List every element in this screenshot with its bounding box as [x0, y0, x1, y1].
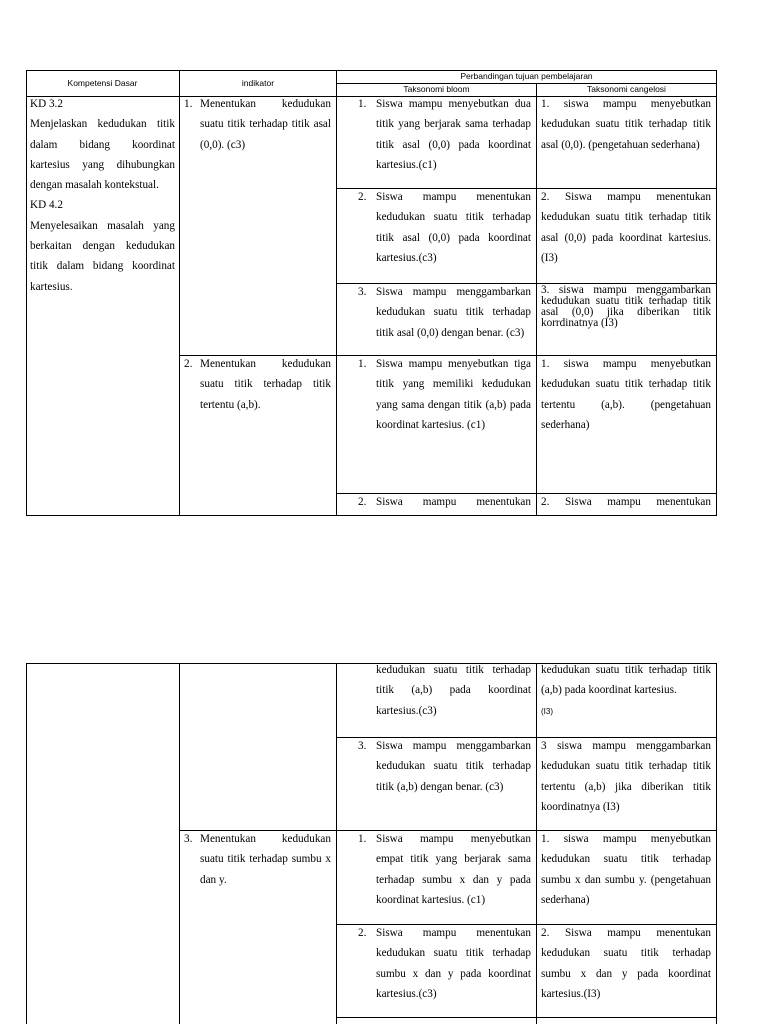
cangelosi-objective: 3 siswa mampu menggambarkan kedudukan suatu titik terhadap titik tertentu (a,b) jika diberikan titik koordinatnya (I3)	[541, 740, 711, 813]
bloom-objective: Siswa mampu menentukan	[376, 496, 531, 508]
row-divider	[336, 1017, 717, 1018]
column-divider-1	[179, 663, 180, 1024]
comparison-table-part-1	[26, 70, 717, 516]
bloom-objective: Siswa mampu menyebutkan empat titik yang berjarak sama terhadap sumbu x dan y pada koordinat kartesius. (c1)	[376, 833, 531, 906]
bloom-number: 3.	[358, 740, 367, 752]
cangelosi-objective: 2. Siswa mampu menentukan	[541, 496, 711, 508]
cangelosi-objective: 2. Siswa mampu menentukan kedudukan suatu titik terhadap titik asal (0,0) pada koordinat kartesius. (I3)	[541, 191, 711, 264]
bloom-number: 2.	[358, 191, 367, 203]
cangelosi-objective: 1. siswa mampu menyebutkan kedudukan suatu titik terhadap titik asal (0,0). (pengetahuan sederhana)	[541, 98, 711, 151]
table-border-right	[716, 70, 717, 516]
column-divider-2	[336, 70, 337, 516]
kd-cell	[30, 94, 175, 297]
indikator-text: Menentukan kedudukan suatu titik terhadap titik asal (0,0). (c3)	[200, 98, 331, 151]
bloom-number: 3.	[358, 286, 367, 298]
kd-description: Menyelesaikan masalah yang berkaitan dengan kedudukan titik dalam bidang koordinat kartesius.	[30, 219, 175, 293]
header-kompetensi-dasar: Kompetensi Dasar	[67, 78, 138, 88]
header-perbandingan: Perbandingan tujuan pembelajaran	[460, 71, 593, 81]
bloom-objective: Siswa mampu menyebutkan dua titik yang berjarak sama terhadap titik asal (0,0) pada koordinat kartesius.(c1)	[376, 98, 531, 171]
kd-code: KD 4.2	[30, 199, 63, 212]
column-divider-1	[179, 70, 180, 516]
table-border-left	[26, 70, 27, 516]
kd-code: KD 3.2	[30, 98, 63, 110]
cangelosi-objective	[541, 660, 711, 722]
kd-description: Menjelaskan kedudukan titik dalam bidang koordinat kartesius yang dihubungkan dengan masalah kontekstual.	[30, 118, 175, 192]
table-border-bottom	[26, 515, 717, 516]
cangelosi-level: (I3)	[541, 706, 553, 716]
bloom-objective: Siswa mampu menggambarkan kedudukan suatu titik terhadap titik asal (0,0) dengan benar. (c3)	[376, 286, 531, 339]
column-divider-3	[536, 663, 537, 1024]
cangelosi-objective-text: kedudukan suatu titik terhadap titik (a,b) pada koordinat kartesius.	[541, 664, 711, 697]
comparison-table-part-2	[26, 663, 717, 1024]
bloom-number: 1.	[358, 98, 367, 110]
header-taksonomi-cangelosi: Taksonomi cangelosi	[587, 84, 666, 94]
table-border-right	[716, 663, 717, 1024]
column-divider-2	[336, 663, 337, 1024]
cangelosi-objective: 1. siswa mampu menyebutkan kedudukan suatu titik terhadap sumbu x dan sumbu y. (pengetahuan sederhana)	[541, 833, 711, 906]
bloom-number: 2.	[358, 496, 367, 508]
bloom-objective: kedudukan suatu titik terhadap titik (a,b) pada koordinat kartesius.(c3)	[376, 664, 531, 717]
bloom-objective: Siswa mampu menggambarkan kedudukan suatu titik terhadap titik (a,b) dengan benar. (c3)	[376, 740, 531, 793]
table-border-left	[26, 663, 27, 1024]
bloom-objective: Siswa mampu menyebutkan tiga titik yang memiliki kedudukan yang sama dengan titik (a,b) pada koordinat kartesius. (c1)	[376, 358, 531, 431]
bloom-number: 1.	[358, 833, 367, 845]
bloom-number: 2.	[358, 927, 367, 939]
cangelosi-objective: 3. siswa mampu menggambarkan kedudukan suatu titik terhadap titik asal (0,0) jika diberikan titik korrdinatnya (I3)	[541, 284, 711, 329]
indikator-text: Menentukan kedudukan suatu titik terhadap sumbu x dan y.	[200, 833, 331, 886]
indikator-number: 1.	[184, 98, 193, 110]
header-indikator: indikator	[241, 78, 275, 88]
column-divider-3	[536, 84, 537, 516]
cangelosi-objective: 1. siswa mampu menyebutkan kedudukan suatu titik terhadap titik tertentu (a,b). (pengetahuan sederhana)	[541, 358, 711, 431]
bloom-objective: Siswa mampu menentukan kedudukan suatu titik terhadap titik asal (0,0) pada koordinat kartesius.(c3)	[376, 191, 531, 264]
indikator-text: Menentukan kedudukan suatu titik terhadap titik tertentu (a,b).	[200, 358, 331, 411]
bloom-number: 1.	[358, 358, 367, 370]
indikator-number: 2.	[184, 358, 193, 370]
bloom-objective: Siswa mampu menentukan kedudukan suatu titik terhadap sumbu x dan y pada koordinat kartesius.(c3)	[376, 927, 531, 1000]
cangelosi-objective: 2. Siswa mampu menentukan kedudukan suatu titik terhadap sumbu x dan y pada koordinat kartesius.(I3)	[541, 927, 711, 1000]
indikator-number: 3.	[184, 833, 193, 845]
header-taksonomi-bloom: Taksonomi bloom	[403, 84, 470, 94]
